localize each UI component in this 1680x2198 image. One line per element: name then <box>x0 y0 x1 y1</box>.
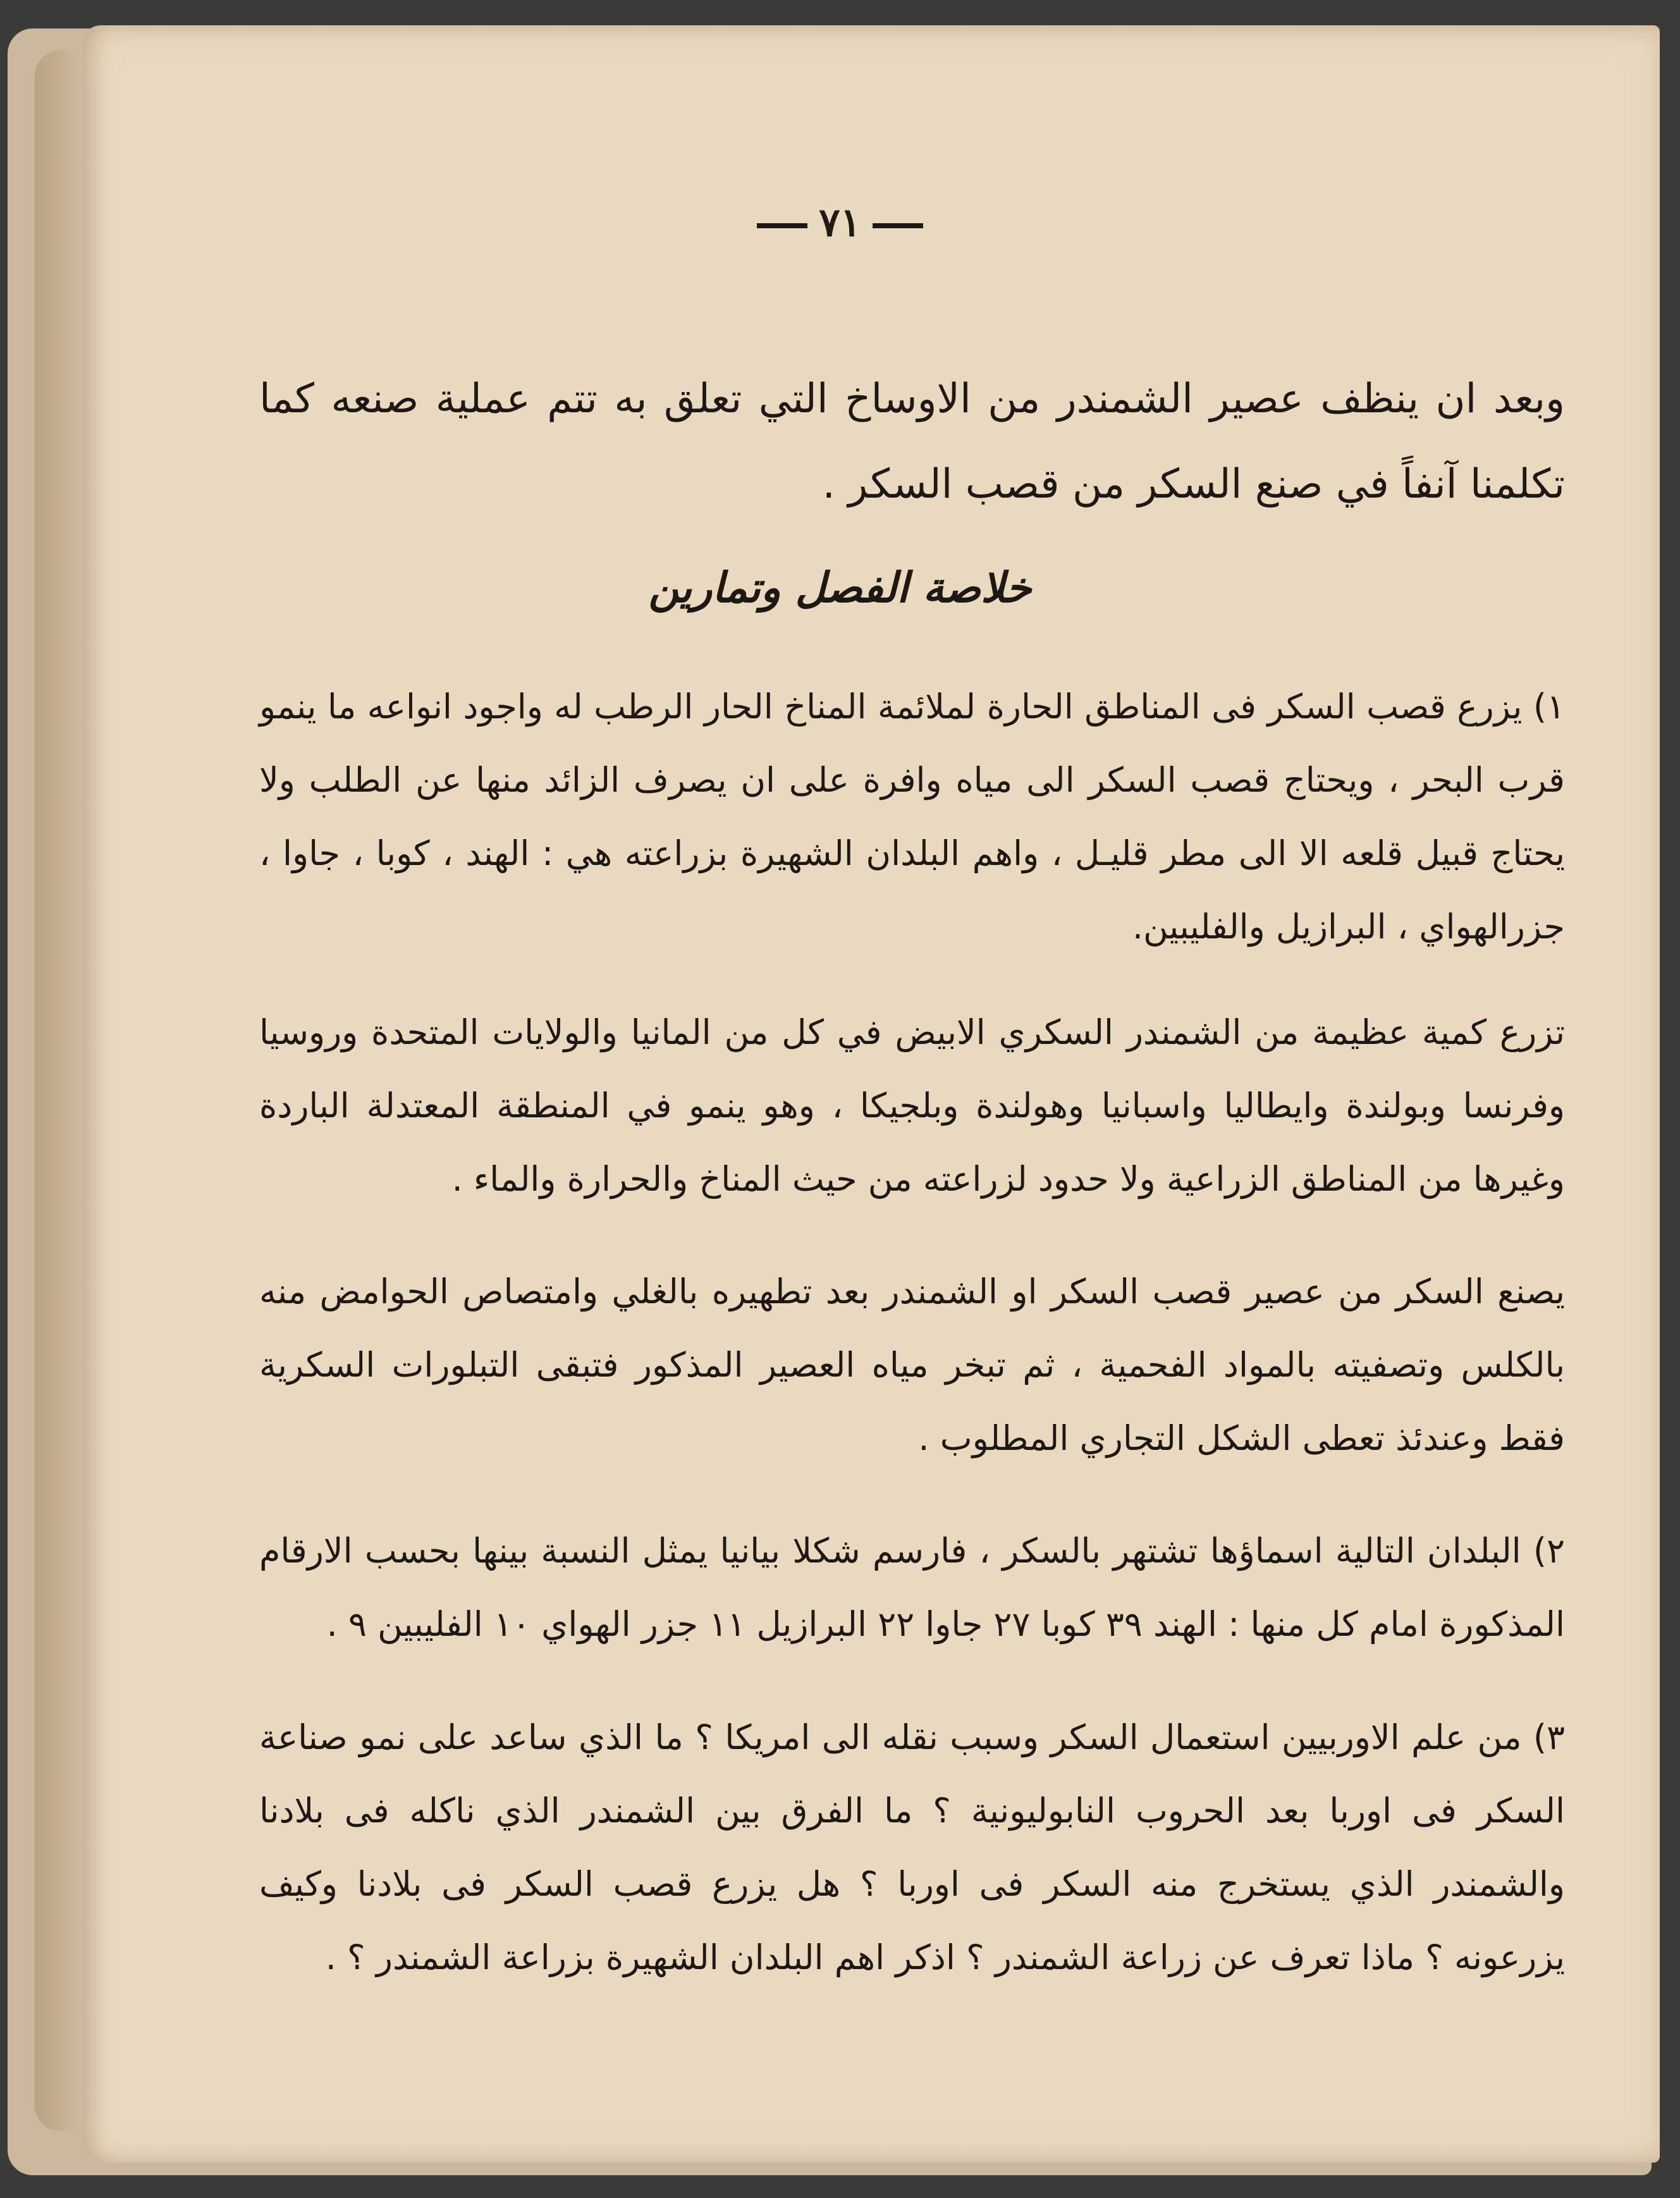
paragraph-3: يصنع السكر من عصير قصب السكر او الشمندر بعد تطهيره بالغلي وامتصاص الحوامض منه بالكلس وتصفيته بالمواد الفحمية ، ثم تبخر مياه العصير المذكور فتبقى التبلورات السكرية فقط وعندئذ تعطى الشكل التجاري المطلوب . <box>259 1272 1565 1458</box>
dash-left <box>757 223 807 228</box>
paragraph-4: ٢) البلدان التالية اسماؤها تشتهر بالسكر ، فارسم شكلا بيانيا يمثل النسبة بينها بحسب الارقام المذكورة امام كل منها : الهند ٣٩ كوبا ٢٧ جاوا ٢٢ البرازيل ١١ جزر الهواي ١٠ الفليبين ٩ . <box>259 1531 1565 1644</box>
paragraph-1: ١) يزرع قصب السكر فى المناطق الحارة لملائمة المناخ الحار الرطب له واجود انواعه ما ينمو قرب البحر ، ويحتاج قصب السكر الى مياه وافرة على ان يصرف الزائد منها عن الطلب ولا يحتاج قبيل قلعه الا الى مطر قليـل ، واهم البلدان الشهيرة بزراعته هي : الهند ، كوبا ، جاوا ، جزرالهواي ، البرازيل والفليبين. <box>259 687 1565 947</box>
page-number <box>0 199 1680 245</box>
page-number-text: ٧١ <box>819 199 861 245</box>
intro-paragraph: وبعد ان ينظف عصير الشمندر من الاوساخ التي تعلق به تتم عملية صنعه كما تكلمنا آنفاً في صنع السكر من قصب السكر . <box>259 376 1565 508</box>
section-heading: خلاصة الفصل وتمارين <box>648 563 1032 612</box>
paragraph-5: ٣) من علم الاوربيين استعمال السكر وسبب نقله الى امريكا ؟ ما الذي ساعد على نمو صناعة السكر فى اوربا بعد الحروب النابوليونية ؟ ما الفرق بين الشمندر الذي ناكله فى بلادنا والشمندر الذي يستخرج منه السكر فى اوربا ؟ هل يزرع قصب السكر فى بلادنا وكيف يزرعونه ؟ ماذا تعرف عن زراعة الشمندر ؟ اذكر اهم البلدان الشهيرة بزراعة الشمندر ؟ . <box>259 1717 1565 1977</box>
paragraph-2: تزرع كمية عظيمة من الشمندر السكري الابيض في كل من المانيا والولايات المتحدة وروسيا وفرنسا وبولندة وايطاليا واسبانيا وهولندة وبلجيكا ، وهو ينمو في المنطقة المعتدلة الباردة وغيرها من المناطق الزراعية ولا حدود لزراعته من حيث المناخ والحرارة والماء . <box>259 1012 1565 1199</box>
dash-right <box>873 223 923 228</box>
